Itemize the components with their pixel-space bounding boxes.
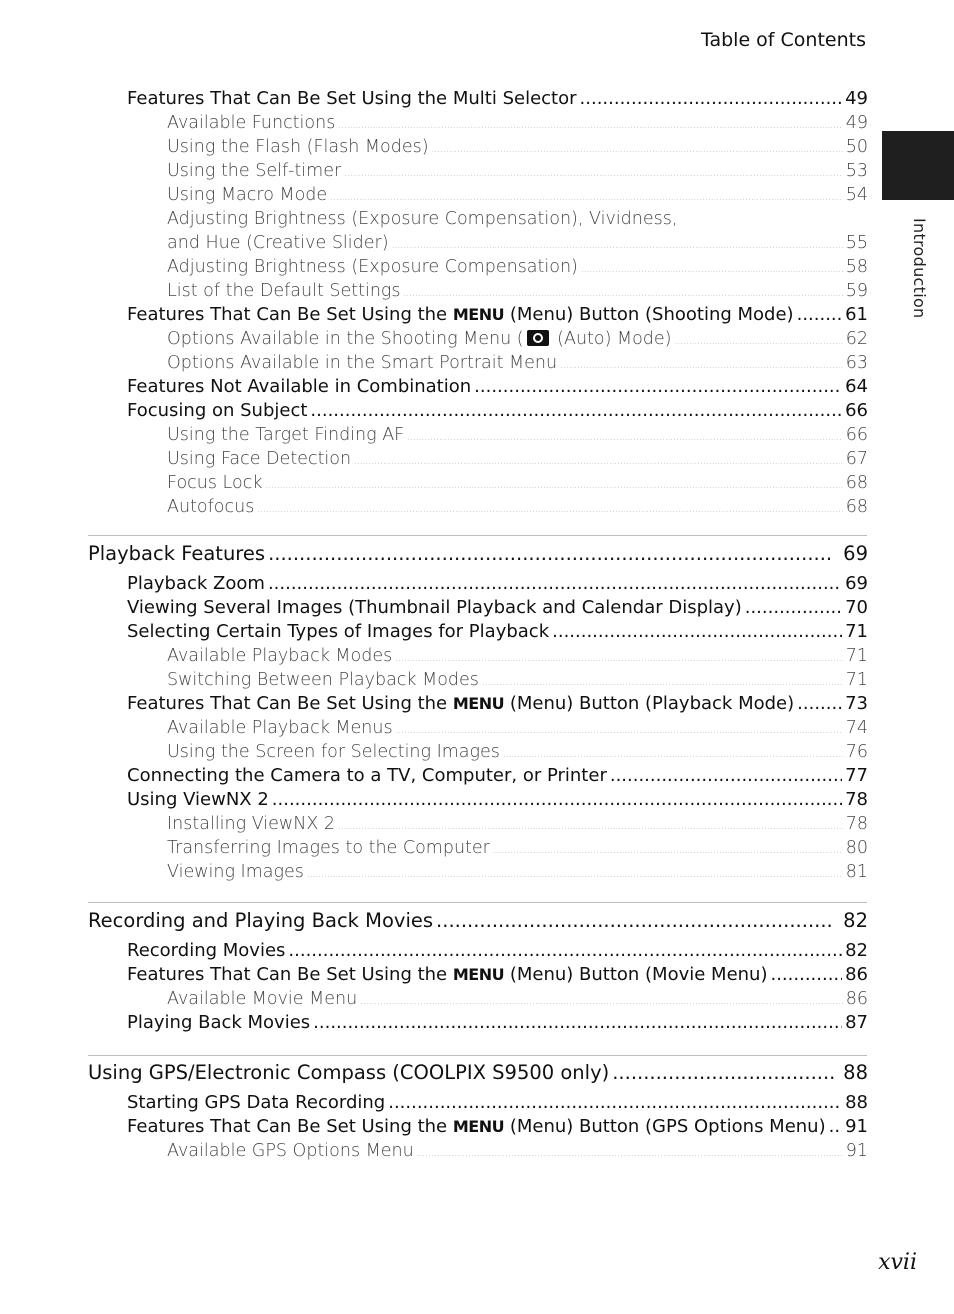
toc-heading-entry[interactable] — [88, 620, 868, 644]
toc-entry-page-number: 50 — [845, 137, 868, 157]
toc-entry-title-text: Using GPS/Electronic Compass (COOLPIX S9500 only) — [88, 1061, 610, 1084]
toc-subheading-entry[interactable] — [88, 447, 868, 471]
toc-entry-title — [127, 1115, 826, 1139]
dot-leader — [307, 863, 843, 887]
toc-entry-page-number: 73 — [845, 693, 868, 714]
dot-leader — [612, 1060, 834, 1086]
toc-entry-title — [127, 788, 269, 812]
toc-entry-page-number: 71 — [845, 621, 868, 642]
toc-entry-title-text: Using Face Detection — [167, 449, 352, 469]
toc-entry-title — [167, 255, 578, 279]
toc-subheading-entry[interactable] — [88, 836, 868, 860]
menu-button-icon: MENU — [452, 305, 505, 324]
toc-entry-title — [127, 764, 607, 788]
dot-leader — [829, 1115, 842, 1139]
toc-entry-title-text: Features That Can Be Set Using the — [127, 693, 453, 714]
toc-subheading-entry[interactable] — [88, 716, 868, 740]
toc-heading-entry[interactable] — [88, 375, 868, 399]
toc-entry-title-text: Viewing Images — [167, 862, 304, 882]
section-divider — [88, 1055, 867, 1056]
toc-entry-title — [88, 908, 433, 934]
toc-entry-page-number: 82 — [843, 909, 868, 932]
toc-entry-title — [167, 327, 672, 351]
toc-heading-entry[interactable] — [88, 87, 868, 111]
toc-entry-title — [127, 963, 767, 987]
toc-heading-entry[interactable] — [88, 1115, 868, 1139]
toc-chapter-entry[interactable] — [88, 1060, 868, 1086]
toc-entry-title-text: Autofocus — [167, 497, 255, 517]
toc-entry-title — [167, 207, 677, 231]
dot-leader — [474, 375, 842, 399]
toc-entry-title-text: Features That Can Be Set Using the — [127, 964, 453, 985]
dot-leader — [417, 1142, 843, 1166]
toc-entry-title — [167, 860, 304, 884]
toc-entry-title — [167, 716, 393, 740]
toc-subheading-entry[interactable] — [88, 471, 868, 495]
dot-leader — [257, 498, 842, 522]
toc-entry-title — [167, 279, 401, 303]
toc-chapter-entry[interactable] — [88, 541, 868, 567]
toc-subheading-entry[interactable] — [88, 207, 868, 231]
toc-entry-page-number: 69 — [845, 573, 868, 594]
toc-section-movies — [88, 908, 868, 1035]
toc-entry-title — [167, 836, 490, 860]
toc-entry-page-number: 68 — [845, 473, 868, 493]
toc-entry-title-text: Features That Can Be Set Using the Multi Selector — [127, 88, 577, 109]
toc-section-playback — [88, 541, 868, 884]
toc-entry-page-number: 74 — [845, 718, 868, 738]
toc-entry-title-text: Switching Between Playback Modes — [167, 670, 479, 690]
toc-entry-title-text: Using Macro Mode — [167, 185, 328, 205]
toc-heading-entry[interactable] — [88, 692, 868, 716]
section-tab-label: Introduction — [910, 218, 929, 319]
dot-leader — [770, 963, 842, 987]
menu-button-icon: MENU — [452, 965, 505, 984]
toc-entry-page-number: 63 — [845, 353, 868, 373]
dot-leader — [580, 87, 843, 111]
toc-subheading-entry[interactable] — [88, 740, 868, 764]
dot-leader — [610, 764, 842, 788]
toc-entry-title-text: Installing ViewNX 2 — [167, 814, 336, 834]
toc-subheading-entry[interactable] — [88, 1139, 868, 1163]
dot-leader — [552, 620, 842, 644]
section-tab-marker — [882, 131, 954, 200]
toc-entry-page-number: 88 — [845, 1092, 868, 1113]
page-number: xvii — [878, 1250, 917, 1275]
dot-leader — [797, 692, 842, 716]
toc-entry-title-text: Using the Target Finding AF — [167, 425, 405, 445]
toc-heading-entry[interactable] — [88, 1011, 868, 1035]
dot-leader — [797, 303, 843, 327]
toc-heading-entry[interactable] — [88, 963, 868, 987]
toc-entry-page-number: 76 — [845, 742, 868, 762]
toc-subheading-entry[interactable] — [88, 279, 868, 303]
toc-heading-entry[interactable] — [88, 764, 868, 788]
toc-entry-title-text: Recording Movies — [127, 940, 286, 961]
toc-entry-title-text: Available Functions — [167, 113, 336, 133]
toc-entry-title — [167, 644, 392, 668]
toc-subheading-entry[interactable] — [88, 327, 868, 351]
dot-leader — [344, 162, 843, 186]
toc-entry-title — [127, 303, 794, 327]
toc-entry-page-number: 54 — [845, 185, 868, 205]
toc-entry-title-text: Using the Screen for Selecting Images — [167, 742, 500, 762]
toc-entry-title — [167, 812, 335, 836]
dot-leader — [388, 1091, 842, 1115]
toc-entry-title-text: Transferring Images to the Computer — [167, 838, 490, 858]
toc-entry-title-text: Playing Back Movies — [127, 1012, 311, 1033]
dot-leader — [675, 330, 843, 354]
toc-entry-page-number: 68 — [845, 497, 868, 517]
menu-button-icon: MENU — [452, 1117, 505, 1136]
toc-subheading-entry[interactable] — [88, 159, 868, 183]
toc-subheading-entry[interactable] — [88, 231, 868, 255]
toc-entry-title-text: Playback Zoom — [127, 573, 265, 594]
toc-heading-entry[interactable] — [88, 572, 868, 596]
toc-heading-entry[interactable] — [88, 788, 868, 812]
toc-heading-entry[interactable] — [88, 399, 868, 423]
toc-entry-page-number: 70 — [845, 597, 868, 618]
toc-entry-page-number: 71 — [845, 646, 868, 666]
toc-entry-page-number: 86 — [845, 964, 868, 985]
toc-entry-title-text: Using the Self-timer — [167, 161, 342, 181]
toc-entry-title-text: Features Not Available in Combination — [127, 376, 472, 397]
toc-entry-title — [127, 939, 285, 963]
dot-leader — [354, 450, 843, 474]
toc-entry-page-number: 82 — [845, 940, 868, 961]
dot-leader — [265, 474, 842, 498]
toc-entry-title — [167, 987, 357, 1011]
toc-entry-title-text: Selecting Certain Types of Images for Playback — [127, 621, 550, 642]
toc-entry-page-number: 88 — [843, 1061, 868, 1084]
toc-entry-page-number: 61 — [845, 304, 868, 325]
toc-entry-title-text: Recording and Playing Back Movies — [88, 909, 434, 932]
toc-entry-title — [167, 231, 389, 255]
toc-entry-title-text: Features That Can Be Set Using the — [127, 304, 453, 325]
toc-entry-title-text: List of the Default Settings — [167, 281, 401, 301]
toc-subheading-entry[interactable] — [88, 351, 868, 375]
toc-chapter-entry[interactable] — [88, 908, 868, 934]
dot-leader — [493, 839, 843, 863]
toc-entry-title — [167, 111, 335, 135]
toc-heading-entry[interactable] — [88, 939, 868, 963]
toc-entry-title-text: Using the Flash (Flash Modes) — [167, 137, 429, 157]
toc-entry-title — [127, 375, 471, 399]
toc-heading-entry[interactable] — [88, 596, 868, 620]
dot-leader — [407, 426, 842, 450]
toc-entry-page-number: 80 — [845, 838, 868, 858]
dot-leader — [288, 939, 842, 963]
dot-leader — [310, 399, 842, 423]
toc-subheading-entry[interactable] — [88, 183, 868, 207]
toc-entry-title-text: Starting GPS Data Recording — [127, 1092, 386, 1113]
toc-entry-page-number: 66 — [845, 425, 868, 445]
toc-heading-entry[interactable] — [88, 303, 868, 327]
toc-entry-title — [167, 740, 500, 764]
toc-entry-title — [127, 596, 742, 620]
toc-entry-title-text: Features That Can Be Set Using the — [127, 1116, 453, 1137]
dot-leader — [432, 138, 843, 162]
toc-subheading-entry[interactable] — [88, 111, 868, 135]
toc-entry-page-number: 64 — [845, 376, 868, 397]
dot-leader — [436, 908, 834, 934]
toc-subheading-entry[interactable] — [88, 495, 868, 519]
toc-entry-page-number: 69 — [843, 542, 868, 565]
toc-entry-page-number: 87 — [845, 1012, 868, 1033]
toc-entry-title — [167, 423, 404, 447]
toc-entry-page-number: 71 — [845, 670, 868, 690]
toc-heading-entry[interactable] — [88, 1091, 868, 1115]
toc-entry-title-text: Options Available in the Smart Portrait Menu — [167, 353, 558, 373]
menu-button-icon: MENU — [452, 694, 505, 713]
toc-entry-title — [167, 495, 254, 519]
toc-entry-title-text: Using ViewNX 2 — [127, 789, 269, 810]
toc-subheading-entry[interactable] — [88, 668, 868, 692]
toc-entry-page-number: 55 — [845, 233, 868, 253]
toc-entry-title — [127, 620, 549, 644]
toc-subheading-entry[interactable] — [88, 860, 868, 884]
toc-entry-title — [127, 1091, 385, 1115]
toc-entry-page-number: 86 — [845, 989, 868, 1009]
toc-entry-title — [167, 351, 557, 375]
running-header-title: Table of Contents — [701, 29, 866, 51]
toc-section-introduction-tail — [88, 87, 868, 519]
toc-subheading-entry[interactable] — [88, 135, 868, 159]
dot-leader — [581, 258, 843, 282]
toc-entry-page-number: 62 — [845, 329, 868, 349]
toc-entry-title-text: Options Available in the Shooting Menu ( — [167, 329, 524, 349]
toc-entry-page-number: 59 — [845, 281, 868, 301]
dot-leader — [268, 572, 842, 596]
toc-entry-title — [127, 692, 794, 716]
dot-leader — [745, 596, 842, 620]
toc-entry-title-text: (Auto) Mode) — [551, 329, 672, 349]
toc-entry-title — [167, 471, 262, 495]
dot-leader — [313, 1011, 842, 1035]
toc-entry-title — [167, 183, 327, 207]
toc-entry-title-text: (Menu) Button (GPS Options Menu) — [504, 1116, 826, 1137]
toc-entry-page-number: 66 — [845, 400, 868, 421]
toc-entry-page-number: 77 — [845, 765, 868, 786]
camera-auto-mode-icon — [527, 330, 549, 346]
toc-entry-page-number: 53 — [845, 161, 868, 181]
toc-subheading-entry[interactable] — [88, 987, 868, 1011]
toc-entry-page-number: 67 — [845, 449, 868, 469]
toc-entry-title-text: Playback Features — [88, 542, 266, 565]
toc-entry-page-number: 78 — [845, 814, 868, 834]
toc-entry-title-text: Available Playback Modes — [167, 646, 393, 666]
toc-entry-title-text: Focusing on Subject — [127, 400, 308, 421]
toc-subheading-entry[interactable] — [88, 644, 868, 668]
toc-entry-title-text: Connecting the Camera to a TV, Computer, or Printer — [127, 765, 607, 786]
toc-entry-title — [88, 541, 265, 567]
toc-subheading-entry[interactable] — [88, 423, 868, 447]
toc-entry-page-number: 78 — [845, 789, 868, 810]
toc-entry-page-number: 49 — [845, 88, 868, 109]
toc-entry-title-text: Viewing Several Images (Thumbnail Playback and Calendar Display) — [127, 597, 742, 618]
toc-entry-title — [167, 135, 429, 159]
toc-entry-title-text: (Menu) Button (Playback Mode) — [504, 693, 795, 714]
toc-entry-title — [167, 159, 341, 183]
toc-entry-page-number: 49 — [845, 113, 868, 133]
toc-entry-title-text: Available Playback Menus — [167, 718, 393, 738]
toc-entry-page-number: 81 — [845, 862, 868, 882]
toc-entry-title-text: and Hue (Creative Slider) — [167, 233, 389, 253]
toc-entry-title-text: Available GPS Options Menu — [167, 1141, 414, 1161]
toc-entry-title — [127, 87, 577, 111]
toc-subheading-entry[interactable] — [88, 255, 868, 279]
toc-entry-title — [167, 1139, 414, 1163]
toc-entry-title-text: (Menu) Button (Shooting Mode) — [504, 304, 794, 325]
toc-entry-title — [127, 1011, 310, 1035]
toc-entry-page-number: 91 — [845, 1141, 868, 1161]
toc-entry-title-text: Adjusting Brightness (Exposure Compensation) — [167, 257, 578, 277]
toc-entry-title — [167, 668, 479, 692]
toc-section-gps — [88, 1060, 868, 1163]
toc-entry-page-number: 58 — [845, 257, 868, 277]
toc-entry-title — [167, 447, 351, 471]
toc-entry-title — [127, 399, 307, 423]
toc-entry-title-text: Available Movie Menu — [167, 989, 358, 1009]
toc-entry-title — [88, 1060, 609, 1086]
toc-entry-title-text: Focus Lock — [167, 473, 263, 493]
toc-entry-title-text: Adjusting Brightness (Exposure Compensation), Vividness, — [167, 209, 678, 229]
section-divider — [88, 902, 867, 903]
section-divider — [88, 535, 867, 536]
toc-subheading-entry[interactable] — [88, 812, 868, 836]
toc-entry-page-number: 91 — [845, 1116, 868, 1137]
toc-entry-title-text: (Menu) Button (Movie Menu) — [504, 964, 768, 985]
toc-entry-title — [127, 572, 265, 596]
dot-leader — [272, 788, 842, 812]
dot-leader — [268, 541, 834, 567]
